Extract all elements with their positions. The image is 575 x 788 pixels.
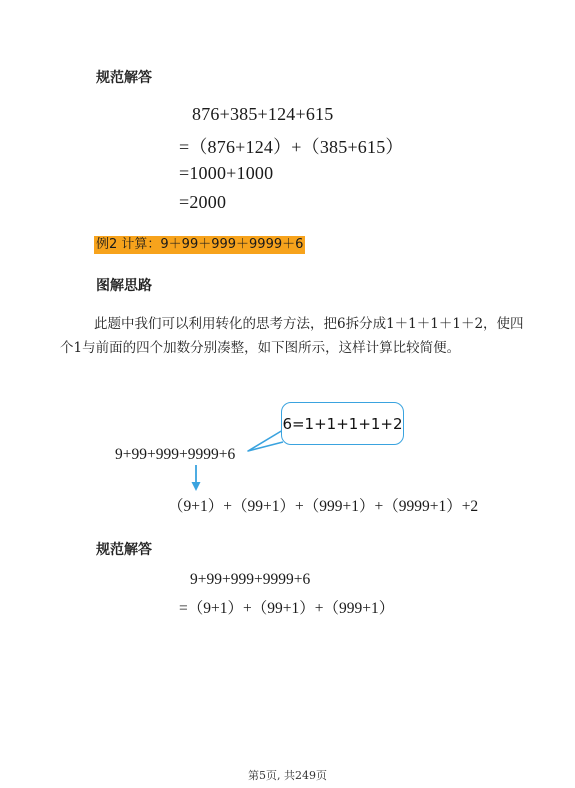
diagram-expression: 9+99+999+9999+6 xyxy=(115,446,236,463)
section-heading-solution-2: 规范解答 xyxy=(96,542,152,558)
solution-line-3: =1000+1000 xyxy=(179,163,274,183)
example-2-label: 例2 计算：9＋99＋999＋9999＋6 xyxy=(96,237,304,252)
solution-line-2: =（876+124）+（385+615） xyxy=(179,137,404,157)
section-heading-idea: 图解思路 xyxy=(96,278,152,294)
page-number: 第5页, 共249页 xyxy=(248,769,327,782)
solution-line-1: 876+385+124+615 xyxy=(192,104,334,124)
callout-bubble xyxy=(281,402,404,445)
down-arrow-icon xyxy=(192,482,201,491)
solution-line-4: =2000 xyxy=(179,192,227,212)
solution2-line-1: 9+99+999+9999+6 xyxy=(190,571,311,588)
solution2-line-2: =（9+1）+（99+1）+（999+1） xyxy=(179,600,395,617)
diagram-result: （9+1）+（99+1）+（999+1）+（9999+1）+2 xyxy=(168,498,479,515)
callout-tail xyxy=(248,430,283,451)
section-heading-solution: 规范解答 xyxy=(96,70,152,86)
explanation-paragraph: 此题中我们可以利用转化的思考方法，把6拆分成1＋1＋1＋1＋2，使四个1与前面的四个加数分别凑整，如下图所示，这样计算比较简便。 xyxy=(60,316,524,356)
callout-text: 6=1+1+1+1+2 xyxy=(282,414,403,433)
